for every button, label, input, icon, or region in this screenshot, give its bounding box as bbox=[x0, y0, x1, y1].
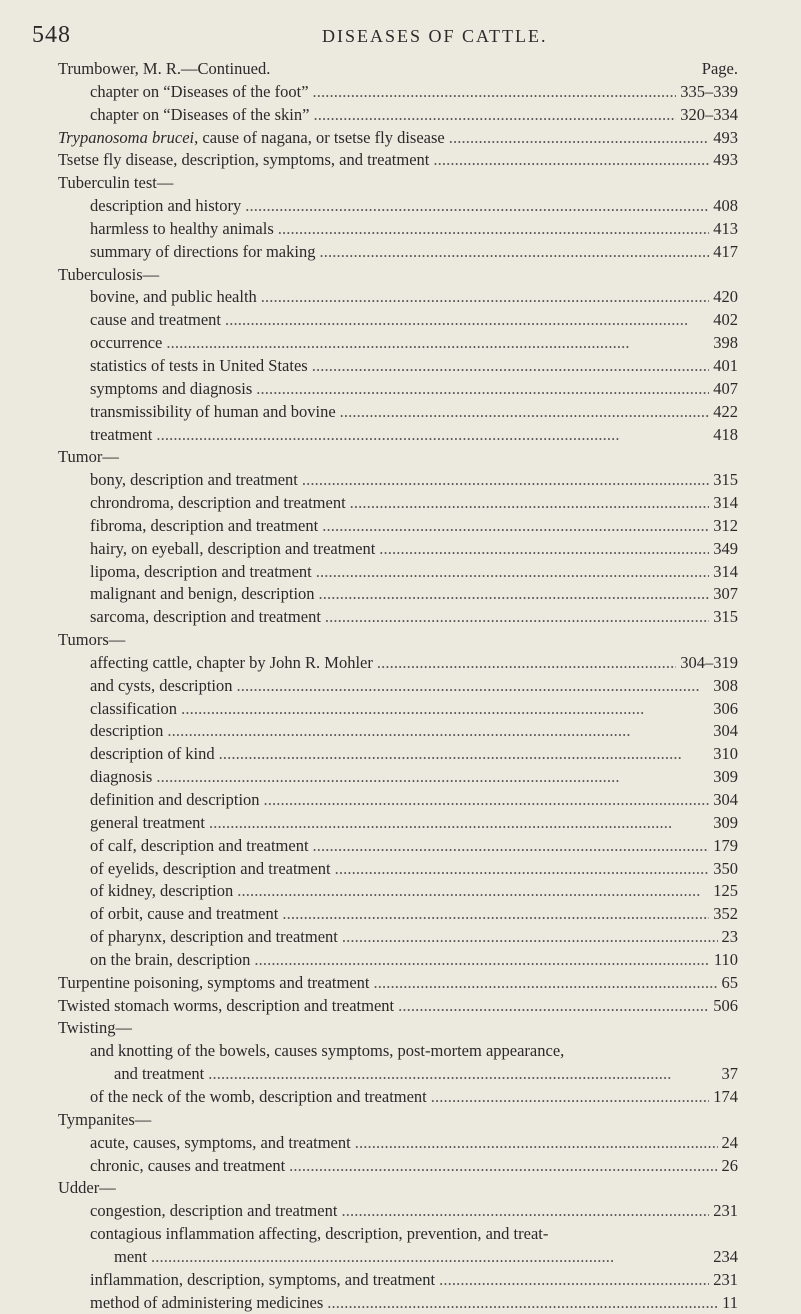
entry-page-number: 417 bbox=[713, 241, 738, 261]
entry-page-number: 506 bbox=[713, 995, 738, 1015]
entry-text: cause and treatment bbox=[90, 310, 222, 330]
dot-leader bbox=[322, 515, 709, 538]
dot-leader bbox=[377, 652, 676, 675]
dot-leader bbox=[156, 766, 709, 789]
dot-leader bbox=[431, 1086, 709, 1109]
entry-text: transmissibility of human and bovine bbox=[90, 401, 336, 421]
entry-text: contagious inflammation affecting, description, prevention, and treat- bbox=[90, 1224, 549, 1244]
entry-page-number: 174 bbox=[713, 1086, 738, 1106]
entry-text: affecting cattle, chapter by John R. Mohler bbox=[90, 652, 373, 672]
entry-page-number: 231 bbox=[713, 1269, 738, 1289]
dot-leader bbox=[289, 1155, 717, 1178]
entry-text: Tympanites— bbox=[58, 1109, 152, 1129]
index-entry bbox=[58, 332, 738, 355]
entry-text: description bbox=[90, 721, 164, 741]
index-entry bbox=[58, 995, 738, 1018]
index-entry bbox=[58, 355, 738, 378]
index-entry bbox=[58, 972, 738, 995]
index-entry bbox=[58, 1155, 738, 1178]
index-entry bbox=[58, 218, 738, 241]
index-entry bbox=[58, 858, 738, 881]
entry-page-number: 314 bbox=[713, 561, 738, 581]
entry-page-number: 304 bbox=[713, 721, 738, 741]
index-entry bbox=[58, 469, 738, 492]
entry-text: Tuberculin test— bbox=[58, 173, 174, 193]
dot-leader bbox=[209, 812, 709, 835]
entry-page-number: 125 bbox=[713, 881, 738, 901]
dot-leader bbox=[151, 1246, 709, 1269]
entry-text: symptoms and diagnosis bbox=[90, 378, 253, 398]
index-heading bbox=[58, 1177, 738, 1200]
entry-text: Tumor— bbox=[58, 447, 119, 467]
index-entry bbox=[58, 241, 738, 264]
entry-page-number: 352 bbox=[713, 904, 738, 924]
page-header bbox=[32, 22, 741, 54]
dot-leader bbox=[313, 81, 677, 104]
entry-text: description of kind bbox=[90, 744, 215, 764]
entry-text: hairy, on eyeball, description and treatment bbox=[90, 538, 376, 558]
index-entry bbox=[58, 492, 738, 515]
entry-text: lipoma, description and treatment bbox=[90, 561, 312, 581]
entry-page-number: 309 bbox=[713, 767, 738, 787]
entry-page-number: 231 bbox=[713, 1201, 738, 1221]
entry-text: Twisting— bbox=[58, 1018, 133, 1038]
dot-leader bbox=[278, 218, 710, 241]
entry-text: Tuberculosis— bbox=[58, 264, 160, 284]
index-entry bbox=[58, 1063, 738, 1086]
index-entry bbox=[58, 675, 738, 698]
entry-page-number: 398 bbox=[713, 333, 738, 353]
entry-text: chrondroma, description and treatment bbox=[90, 493, 346, 513]
running-head: DISEASES OF CATTLE. bbox=[322, 26, 548, 46]
index-entry bbox=[58, 1246, 738, 1269]
entry-page-number: 65 bbox=[721, 972, 738, 992]
index-entry bbox=[58, 309, 738, 332]
index-entry bbox=[58, 652, 738, 675]
entry-text: sarcoma, description and treatment bbox=[90, 607, 321, 627]
entry-text: chapter on “Diseases of the skin” bbox=[90, 104, 310, 124]
entry-text: classification bbox=[90, 698, 178, 718]
entry-text: Tumors— bbox=[58, 630, 126, 650]
entry-text: and treatment bbox=[114, 1064, 205, 1084]
dot-leader bbox=[335, 858, 710, 881]
entry-page-number: 26 bbox=[721, 1155, 738, 1175]
entry-text: definition and description bbox=[90, 790, 260, 809]
entry-text: Turpentine poisoning, symptoms and treatment bbox=[58, 972, 370, 992]
index-list bbox=[58, 58, 738, 1314]
index-entry bbox=[58, 515, 738, 538]
entry-text: and cysts, description bbox=[90, 675, 233, 695]
index-entry bbox=[58, 538, 738, 561]
entry-page-number: 314 bbox=[713, 493, 738, 513]
entry-text: method of administering medicines bbox=[90, 1292, 324, 1312]
entry-page-number: 350 bbox=[713, 858, 738, 878]
index-heading bbox=[58, 264, 738, 287]
dot-leader bbox=[439, 1269, 709, 1292]
entry-text: chapter on “Diseases of the foot” bbox=[90, 81, 309, 101]
entry-page-number: 308 bbox=[713, 675, 738, 695]
entry-page-number: 37 bbox=[721, 1064, 738, 1084]
dot-leader bbox=[374, 972, 718, 995]
entry-page-number: 418 bbox=[713, 424, 738, 444]
entry-page-number: 307 bbox=[713, 584, 738, 604]
entry-text: of the neck of the womb, description and treatment bbox=[90, 1086, 427, 1106]
dot-leader bbox=[219, 743, 710, 766]
entry-text: summary of directions for making bbox=[90, 241, 316, 261]
dot-leader bbox=[282, 903, 709, 926]
index-entry bbox=[58, 812, 738, 835]
entry-page-number: 110 bbox=[713, 949, 738, 969]
dot-leader bbox=[313, 835, 710, 858]
entry-text: treatment bbox=[90, 424, 153, 444]
entry-page-number: 304–319 bbox=[680, 652, 738, 672]
index-entry bbox=[58, 606, 738, 629]
dot-leader bbox=[355, 1132, 718, 1155]
dot-leader bbox=[319, 583, 710, 606]
index-entry bbox=[58, 743, 738, 766]
page-number: 548 bbox=[32, 22, 71, 48]
dot-leader bbox=[449, 127, 710, 150]
dot-leader bbox=[398, 995, 709, 1018]
entry-page-number: 312 bbox=[713, 515, 738, 535]
index-heading bbox=[58, 629, 738, 652]
dot-leader bbox=[313, 104, 676, 127]
entry-page-number: 493 bbox=[713, 150, 738, 170]
entry-page-number: 408 bbox=[713, 196, 738, 216]
index-entry bbox=[58, 424, 738, 447]
index-entry bbox=[58, 1200, 738, 1223]
entry-page-number: 304 bbox=[713, 790, 738, 809]
dot-leader bbox=[254, 949, 709, 972]
dot-leader bbox=[261, 286, 709, 309]
entry-text: Udder— bbox=[58, 1178, 116, 1198]
entry-page-number: 315 bbox=[713, 607, 738, 627]
entry-text: of calf, description and treatment bbox=[90, 835, 309, 855]
entry-text: general treatment bbox=[90, 812, 205, 832]
entry-text: Twisted stomach worms, description and treatment bbox=[58, 995, 395, 1015]
index-entry bbox=[58, 195, 738, 218]
entry-page-number: 310 bbox=[713, 744, 738, 764]
entry-page-number: 493 bbox=[713, 127, 738, 147]
index-entry bbox=[58, 835, 738, 858]
index-entry bbox=[58, 583, 738, 606]
dot-leader bbox=[319, 241, 709, 264]
index-entry bbox=[58, 149, 738, 172]
entry-text: malignant and benign, description bbox=[90, 584, 315, 604]
entry-text: fibroma, description and treatment bbox=[90, 515, 319, 535]
index-heading bbox=[58, 446, 738, 469]
dot-leader bbox=[342, 926, 718, 949]
index-entry bbox=[58, 286, 738, 309]
entry-page-number: 335–339 bbox=[680, 81, 738, 101]
index-entry bbox=[58, 127, 738, 150]
entry-text: of pharynx, description and treatment bbox=[90, 927, 338, 947]
entry-page-number: 320–334 bbox=[680, 104, 738, 124]
entry-text: on the brain, description bbox=[90, 949, 251, 969]
entry-text: congestion, description and treatment bbox=[90, 1201, 338, 1221]
dot-leader bbox=[166, 332, 709, 355]
entry-page-number: 179 bbox=[713, 835, 738, 855]
dot-leader bbox=[379, 538, 709, 561]
dot-leader bbox=[167, 720, 709, 743]
entry-page-number: 407 bbox=[713, 378, 738, 398]
dot-leader bbox=[302, 469, 709, 492]
dot-leader bbox=[341, 1200, 709, 1223]
entry-page-number: 24 bbox=[721, 1132, 738, 1152]
dot-leader bbox=[316, 561, 709, 584]
dot-leader bbox=[156, 424, 709, 447]
index-top-entry bbox=[58, 58, 738, 81]
entry-text: occurrence bbox=[90, 333, 163, 353]
entry-text: bovine, and public health bbox=[90, 287, 257, 307]
entry-text: chronic, causes and treatment bbox=[90, 1155, 286, 1175]
index-entry bbox=[58, 81, 738, 104]
index-entry bbox=[58, 378, 738, 401]
index-entry bbox=[58, 104, 738, 127]
index-entry bbox=[58, 1040, 738, 1063]
dot-leader bbox=[181, 698, 709, 721]
entry-page-number: 234 bbox=[713, 1246, 738, 1266]
index-heading bbox=[58, 1109, 738, 1132]
dot-leader bbox=[225, 309, 709, 332]
index-entry bbox=[58, 949, 738, 972]
dot-leader bbox=[256, 378, 709, 401]
entry-page-number: 402 bbox=[713, 310, 738, 330]
entry-text: statistics of tests in United States bbox=[90, 355, 308, 375]
entry-text: description and history bbox=[90, 196, 242, 216]
dot-leader bbox=[312, 355, 710, 378]
index-entry bbox=[58, 789, 738, 812]
index-entry bbox=[58, 926, 738, 949]
page-column-label: Page. bbox=[701, 59, 738, 78]
index-entry bbox=[58, 1292, 738, 1314]
dot-leader bbox=[245, 195, 709, 218]
dot-leader bbox=[208, 1063, 717, 1086]
entry-page-number: 420 bbox=[713, 287, 738, 307]
entry-text-tail: , cause of nagana, or tsetse fly disease bbox=[194, 127, 445, 147]
index-entry bbox=[58, 720, 738, 743]
index-entry bbox=[58, 401, 738, 424]
entry-text: of orbit, cause and treatment bbox=[90, 904, 279, 924]
dot-leader bbox=[340, 401, 710, 424]
entry-text: of eyelids, description and treatment bbox=[90, 858, 331, 878]
index-entry bbox=[58, 1132, 738, 1155]
entry-page-number: 309 bbox=[713, 812, 738, 832]
index-entry bbox=[58, 1269, 738, 1292]
entry-text: and knotting of the bowels, causes symptoms, post-mortem appearance, bbox=[90, 1041, 565, 1061]
index-entry bbox=[58, 561, 738, 584]
dot-leader bbox=[325, 606, 709, 629]
entry-text: of kidney, description bbox=[90, 881, 234, 901]
dot-leader bbox=[350, 492, 710, 515]
entry-text: ment bbox=[114, 1246, 147, 1266]
index-entry bbox=[58, 1086, 738, 1109]
entry-page-number: 422 bbox=[713, 401, 738, 421]
dot-leader bbox=[327, 1292, 718, 1314]
index-entry bbox=[58, 880, 738, 903]
entry-page-number: 401 bbox=[713, 355, 738, 375]
entry-text: Tsetse fly disease, description, symptoms, and treatment bbox=[58, 150, 430, 170]
dot-leader bbox=[237, 675, 710, 698]
entry-page-number: 306 bbox=[713, 698, 738, 718]
index-entry bbox=[58, 698, 738, 721]
entry-text: harmless to healthy animals bbox=[90, 218, 274, 238]
index-entry bbox=[58, 903, 738, 926]
entry-text: acute, causes, symptoms, and treatment bbox=[90, 1132, 351, 1152]
entry-text: diagnosis bbox=[90, 767, 153, 787]
index-heading bbox=[58, 1017, 738, 1040]
index-entry bbox=[58, 766, 738, 789]
dot-leader bbox=[237, 880, 709, 903]
entry-text bbox=[58, 127, 445, 150]
entry-italic-term: Trypanosoma brucei bbox=[58, 127, 195, 147]
dot-leader bbox=[264, 789, 710, 812]
index-entry bbox=[58, 1223, 738, 1246]
entry-page-number: 349 bbox=[713, 538, 738, 558]
entry-text: inflammation, description, symptoms, and treatment bbox=[90, 1269, 436, 1289]
index-heading bbox=[58, 172, 738, 195]
entry-page-number: 413 bbox=[713, 218, 738, 238]
entry-page-number: 315 bbox=[713, 470, 738, 490]
entry-text: Trumbower, M. R.—Continued. bbox=[58, 59, 271, 78]
entry-text: bony, description and treatment bbox=[90, 470, 298, 490]
entry-page-number: 23 bbox=[721, 927, 738, 947]
entry-page-number: 11 bbox=[722, 1292, 738, 1312]
dot-leader bbox=[433, 149, 709, 172]
